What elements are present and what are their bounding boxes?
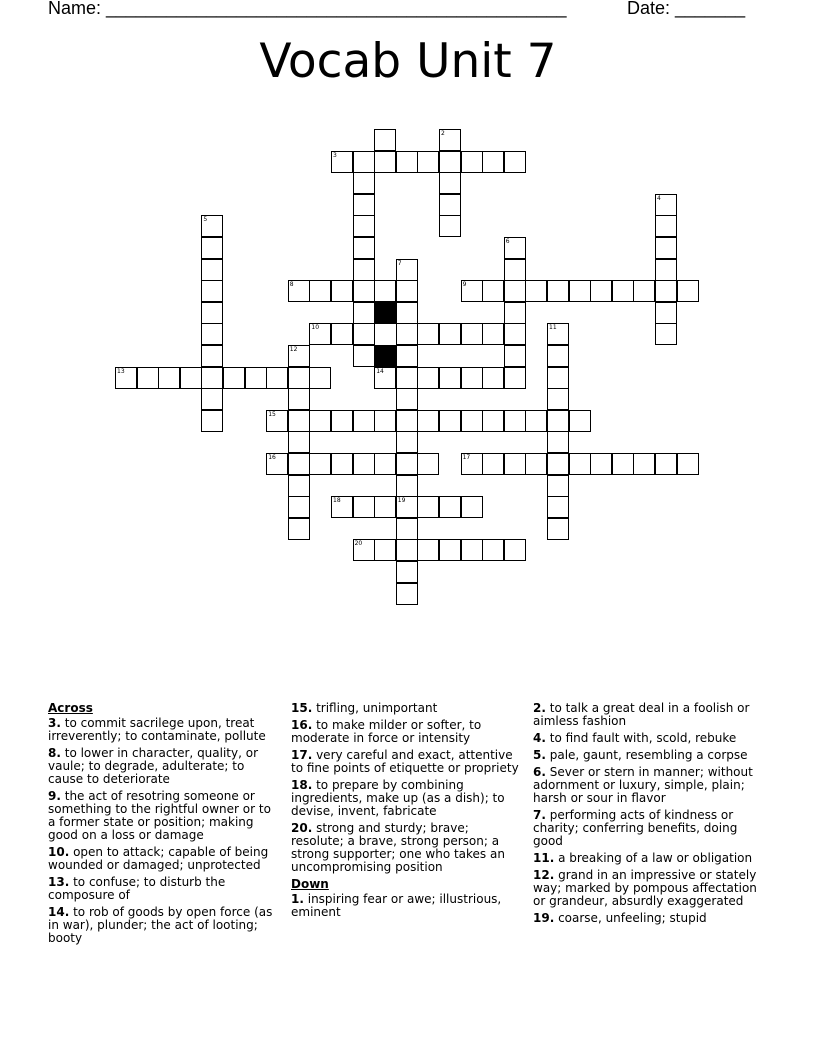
clue-number-label: 2.: [533, 701, 546, 715]
clue-text: grand in an impressive or stately way; marked by pompous affectation or grandeur, absurdly exaggerated: [533, 868, 757, 908]
clue-item: [533, 749, 765, 762]
clue-text: to make milder or softer, to moderate in force or intensity: [291, 718, 482, 745]
clue-number-label: 20.: [291, 821, 313, 835]
grid-cell[interactable]: [201, 215, 223, 237]
clue-number: 16: [268, 454, 276, 461]
grid-cell[interactable]: [547, 388, 569, 410]
grid-cell[interactable]: [439, 410, 461, 432]
grid-cell[interactable]: [374, 539, 396, 561]
grid-cell[interactable]: [353, 410, 375, 432]
grid-cell[interactable]: [396, 151, 418, 173]
across-clue-list-continued: [291, 702, 519, 874]
grid-cell[interactable]: [396, 259, 418, 281]
grid-cell[interactable]: [374, 410, 396, 432]
grid-cell[interactable]: [374, 129, 396, 151]
clue-number-label: 16.: [291, 718, 313, 732]
grid-cell[interactable]: [353, 345, 375, 367]
grid-cell[interactable]: [461, 410, 483, 432]
grid-cell[interactable]: [201, 323, 223, 345]
grid-cell[interactable]: [288, 280, 310, 302]
grid-cell[interactable]: [569, 410, 591, 432]
clue-text: strong and sturdy; brave; resolute; a brave, strong person; a strong supporter; one who takes an uncompromising position: [291, 821, 505, 874]
grid-cell[interactable]: [547, 345, 569, 367]
grid-cell[interactable]: [396, 475, 418, 497]
grid-cell[interactable]: [201, 410, 223, 432]
grid-cell[interactable]: [201, 345, 223, 367]
grid-cell[interactable]: [461, 151, 483, 173]
clue-number-label: 9.: [48, 789, 61, 803]
across-clue-list: [48, 717, 276, 945]
grid-cell[interactable]: [288, 410, 310, 432]
down-clue-list-continued: [533, 702, 765, 925]
grid-cell[interactable]: [353, 280, 375, 302]
clue-number-label: 3.: [48, 716, 61, 730]
clue-text: to prepare by combining ingredients, make up (as a dish); to devise, invent, fabricate: [291, 778, 505, 818]
grid-cell[interactable]: [547, 410, 569, 432]
clue-number-label: 7.: [533, 808, 546, 822]
grid-cell[interactable]: [396, 496, 418, 518]
grid-cell[interactable]: [288, 453, 310, 475]
grid-cell[interactable]: [439, 323, 461, 345]
grid-cell[interactable]: [590, 280, 612, 302]
grid-cell[interactable]: [655, 194, 677, 216]
grid-cell[interactable]: [504, 367, 526, 389]
across-heading: Across: [48, 701, 93, 715]
grid-cell[interactable]: [374, 453, 396, 475]
grid-cell[interactable]: [547, 496, 569, 518]
grid-cell[interactable]: [655, 237, 677, 259]
clue-item: [533, 702, 765, 728]
grid-cell[interactable]: [417, 410, 439, 432]
grid-cell[interactable]: [353, 453, 375, 475]
grid-cell[interactable]: [461, 323, 483, 345]
clue-item: [533, 732, 765, 745]
grid-cell[interactable]: [396, 280, 418, 302]
grid-cell[interactable]: [309, 280, 331, 302]
grid-cell[interactable]: [677, 280, 699, 302]
clue-number: 20: [354, 540, 363, 548]
grid-cell[interactable]: [547, 453, 569, 475]
grid-cell[interactable]: [353, 194, 375, 216]
grid-cell[interactable]: [374, 280, 396, 302]
clue-number-label: 17.: [291, 748, 313, 762]
grid-cell[interactable]: [353, 151, 375, 173]
clue-number-label: 5.: [533, 748, 546, 762]
grid-cell[interactable]: [266, 367, 288, 389]
grid-cell[interactable]: [331, 151, 353, 173]
clue-number-label: 12.: [533, 868, 555, 882]
grid-cell[interactable]: [504, 410, 526, 432]
grid-cell[interactable]: [396, 388, 418, 410]
clue-text: open to attack; capable of being wounded or damaged; unprotected: [48, 845, 269, 872]
grid-cell[interactable]: [417, 367, 439, 389]
date-field-label: Date: _______: [627, 0, 746, 18]
clue-text: to find fault with, scold, rebuke: [545, 731, 737, 745]
grid-cell[interactable]: [439, 496, 461, 518]
grid-cell[interactable]: [482, 151, 504, 173]
clue-text: coarse, unfeeling; stupid: [554, 911, 707, 925]
grid-cell[interactable]: [547, 431, 569, 453]
grid-cell[interactable]: [309, 367, 331, 389]
clue-item: [48, 906, 276, 945]
grid-cell[interactable]: [201, 280, 223, 302]
grid-cell[interactable]: [288, 388, 310, 410]
clue-text: to lower in character, quality, or vaule; to degrade, adulterate; to cause to deteriorate: [48, 746, 259, 786]
page-title: Vocab Unit 7: [259, 34, 557, 89]
grid-cell[interactable]: [612, 453, 634, 475]
clue-number-label: 8.: [48, 746, 61, 760]
clue-number: 2: [441, 130, 445, 137]
clues-column-1: [48, 702, 276, 949]
clue-item: [533, 912, 765, 925]
clue-text: performing acts of kindness or charity; conferring benefits, doing good: [533, 808, 738, 848]
clue-item: [48, 790, 276, 842]
grid-cell[interactable]: [396, 539, 418, 561]
grid-cell[interactable]: [396, 518, 418, 540]
grid-cell[interactable]: [396, 345, 418, 367]
grid-cell[interactable]: [137, 367, 159, 389]
grid-cell[interactable]: [353, 172, 375, 194]
clue-item: [48, 747, 276, 786]
grid-cell[interactable]: [461, 453, 483, 475]
clue-number-label: 4.: [533, 731, 546, 745]
grid-cell[interactable]: [309, 323, 331, 345]
clue-number: 7: [397, 259, 402, 267]
grid-cell[interactable]: [374, 367, 396, 389]
grid-cell[interactable]: [439, 367, 461, 389]
clue-item: [48, 876, 276, 902]
clue-item: [533, 766, 765, 805]
grid-cell[interactable]: [504, 453, 526, 475]
clue-number: 18: [333, 497, 341, 505]
grid-cell[interactable]: [417, 151, 439, 173]
grid-cell[interactable]: [288, 496, 310, 518]
grid-cell[interactable]: [547, 323, 569, 345]
clue-item: [48, 717, 276, 743]
clues-column-2: [291, 702, 519, 923]
clue-number: 6: [505, 238, 510, 245]
grid-cell[interactable]: [374, 151, 396, 173]
grid-cell[interactable]: [201, 237, 223, 259]
grid-cell[interactable]: [396, 453, 418, 475]
grid-cell[interactable]: [655, 323, 677, 345]
grid-cell[interactable]: [396, 431, 418, 453]
grid-cell[interactable]: [288, 518, 310, 540]
black-cell: [374, 302, 396, 324]
clue-text: to talk a great deal in a foolish or aimless fashion: [533, 701, 750, 728]
clue-item: [48, 846, 276, 872]
grid-cell[interactable]: [331, 496, 353, 518]
grid-cell[interactable]: [266, 453, 288, 475]
clue-number: 3: [333, 151, 337, 159]
grid-cell[interactable]: [353, 215, 375, 237]
grid-cell[interactable]: [396, 410, 418, 432]
clue-number-label: 1.: [291, 892, 304, 906]
clue-number-label: 13.: [48, 875, 70, 889]
grid-cell[interactable]: [655, 280, 677, 302]
grid-cell[interactable]: [353, 302, 375, 324]
clue-text: to commit sacrilege upon, treat irreverently; to contaminate, pollute: [48, 716, 266, 743]
grid-cell[interactable]: [353, 496, 375, 518]
clue-number: 10: [311, 324, 320, 332]
grid-cell[interactable]: [223, 367, 245, 389]
clue-number-label: 11.: [533, 851, 555, 865]
grid-cell[interactable]: [525, 453, 547, 475]
clue-number: 4: [657, 194, 661, 202]
clue-number-label: 6.: [533, 765, 546, 779]
clue-number-label: 18.: [291, 778, 313, 792]
clue-item: [291, 719, 519, 745]
grid-cell[interactable]: [396, 561, 418, 583]
grid-cell[interactable]: [439, 151, 461, 173]
grid-cell[interactable]: [439, 172, 461, 194]
clue-text: very careful and exact, attentive to fine points of etiquette or propriety: [291, 748, 519, 775]
clue-number-label: 10.: [48, 845, 70, 859]
grid-cell[interactable]: [309, 453, 331, 475]
grid-cell[interactable]: [288, 431, 310, 453]
grid-cell[interactable]: [482, 280, 504, 302]
grid-cell[interactable]: [201, 388, 223, 410]
clue-item: [533, 809, 765, 848]
clue-item: [291, 779, 519, 818]
clue-item: [291, 893, 519, 919]
grid-cell[interactable]: [504, 323, 526, 345]
clue-text: Sever or stern in manner; without adornment or luxury, simple, plain; harsh or sour in flavor: [533, 765, 753, 805]
clue-number: 14: [376, 367, 384, 375]
grid-cell[interactable]: [396, 323, 418, 345]
black-cell: [374, 345, 396, 367]
clue-number: 11: [549, 324, 557, 332]
grid-cell[interactable]: [331, 453, 353, 475]
grid-cell[interactable]: [482, 367, 504, 389]
clue-number-label: 19.: [533, 911, 555, 925]
grid-cell[interactable]: [612, 280, 634, 302]
down-clue-list: [291, 893, 519, 919]
grid-cell[interactable]: [439, 215, 461, 237]
grid-cell[interactable]: [633, 453, 655, 475]
grid-cell[interactable]: [482, 323, 504, 345]
grid-cell[interactable]: [417, 539, 439, 561]
clue-item: [291, 749, 519, 775]
grid-cell[interactable]: [504, 345, 526, 367]
grid-cell[interactable]: [309, 410, 331, 432]
grid-cell[interactable]: [439, 129, 461, 151]
grid-cell[interactable]: [439, 194, 461, 216]
grid-cell[interactable]: [180, 367, 202, 389]
clue-number: 19: [397, 497, 406, 505]
clue-item: [533, 869, 765, 908]
grid-cell[interactable]: [266, 410, 288, 432]
grid-cell[interactable]: [374, 496, 396, 518]
grid-cell[interactable]: [504, 302, 526, 324]
grid-cell[interactable]: [525, 410, 547, 432]
grid-cell[interactable]: [547, 475, 569, 497]
grid-cell[interactable]: [396, 302, 418, 324]
grid-cell[interactable]: [288, 367, 310, 389]
grid-cell[interactable]: [504, 151, 526, 173]
grid-cell[interactable]: [461, 280, 483, 302]
clue-number-label: 15.: [291, 701, 313, 715]
grid-cell[interactable]: [569, 280, 591, 302]
clue-text: pale, gaunt, resembling a corpse: [545, 748, 748, 762]
clue-number-label: 14.: [48, 905, 70, 919]
clue-number: 12: [289, 346, 298, 353]
grid-cell[interactable]: [525, 280, 547, 302]
clue-text: to confuse; to disturb the composure of: [48, 875, 226, 902]
clue-number: 13: [117, 367, 125, 375]
grid-cell[interactable]: [504, 237, 526, 259]
clue-text: inspiring fear or awe; illustrious, eminent: [291, 892, 502, 919]
clue-text: the act of resotring someone or something to the rightful owner or to a former state or position; making good on a loss or damage: [48, 789, 271, 842]
clue-text: trifling, unimportant: [312, 701, 438, 715]
down-heading: Down: [291, 877, 329, 891]
grid-cell[interactable]: [396, 367, 418, 389]
clues-column-3: [533, 702, 765, 929]
clue-number: 15: [268, 410, 276, 418]
grid-cell[interactable]: [331, 323, 353, 345]
grid-cell[interactable]: [331, 280, 353, 302]
clue-number: 9: [462, 281, 467, 289]
grid-cell[interactable]: [461, 367, 483, 389]
name-field-label: Name: ______________________________________________: [48, 0, 567, 18]
grid-cell[interactable]: [655, 259, 677, 281]
clue-item: [291, 822, 519, 874]
grid-cell[interactable]: [158, 367, 180, 389]
grid-cell[interactable]: [504, 280, 526, 302]
grid-cell[interactable]: [504, 539, 526, 561]
grid-cell[interactable]: [569, 453, 591, 475]
grid-cell[interactable]: [482, 410, 504, 432]
grid-cell[interactable]: [417, 323, 439, 345]
grid-cell[interactable]: [353, 259, 375, 281]
grid-cell[interactable]: [633, 280, 655, 302]
clue-number: 5: [203, 216, 208, 224]
clue-item: [291, 702, 519, 715]
grid-cell[interactable]: [547, 280, 569, 302]
grid-cell[interactable]: [288, 475, 310, 497]
clue-item: [533, 852, 765, 865]
grid-cell[interactable]: [417, 496, 439, 518]
grid-cell[interactable]: [482, 453, 504, 475]
grid-cell[interactable]: [439, 539, 461, 561]
grid-cell[interactable]: [547, 518, 569, 540]
grid-cell[interactable]: [353, 539, 375, 561]
grid-cell[interactable]: [331, 410, 353, 432]
clue-text: a breaking of a law or obligation: [554, 851, 753, 865]
grid-cell[interactable]: [655, 302, 677, 324]
grid-cell[interactable]: [115, 367, 137, 389]
grid-cell[interactable]: [504, 259, 526, 281]
grid-cell[interactable]: [396, 583, 418, 605]
grid-cell[interactable]: [245, 367, 267, 389]
grid-cell[interactable]: [353, 237, 375, 259]
grid-cell[interactable]: [288, 345, 310, 367]
grid-cell[interactable]: [461, 539, 483, 561]
grid-cell[interactable]: [461, 496, 483, 518]
clue-number: 17: [462, 454, 471, 461]
grid-cell[interactable]: [417, 453, 439, 475]
grid-cell[interactable]: [547, 367, 569, 389]
grid-cell[interactable]: [655, 215, 677, 237]
grid-cell[interactable]: [590, 453, 612, 475]
grid-cell[interactable]: [677, 453, 699, 475]
clue-number: 8: [289, 281, 294, 289]
clue-text: to rob of goods by open force (as in war), plunder; the act of looting; booty: [48, 905, 273, 945]
grid-cell[interactable]: [655, 453, 677, 475]
grid-cell[interactable]: [353, 323, 375, 345]
grid-cell[interactable]: [201, 302, 223, 324]
grid-cell[interactable]: [201, 367, 223, 389]
grid-cell[interactable]: [201, 259, 223, 281]
grid-cell[interactable]: [482, 539, 504, 561]
